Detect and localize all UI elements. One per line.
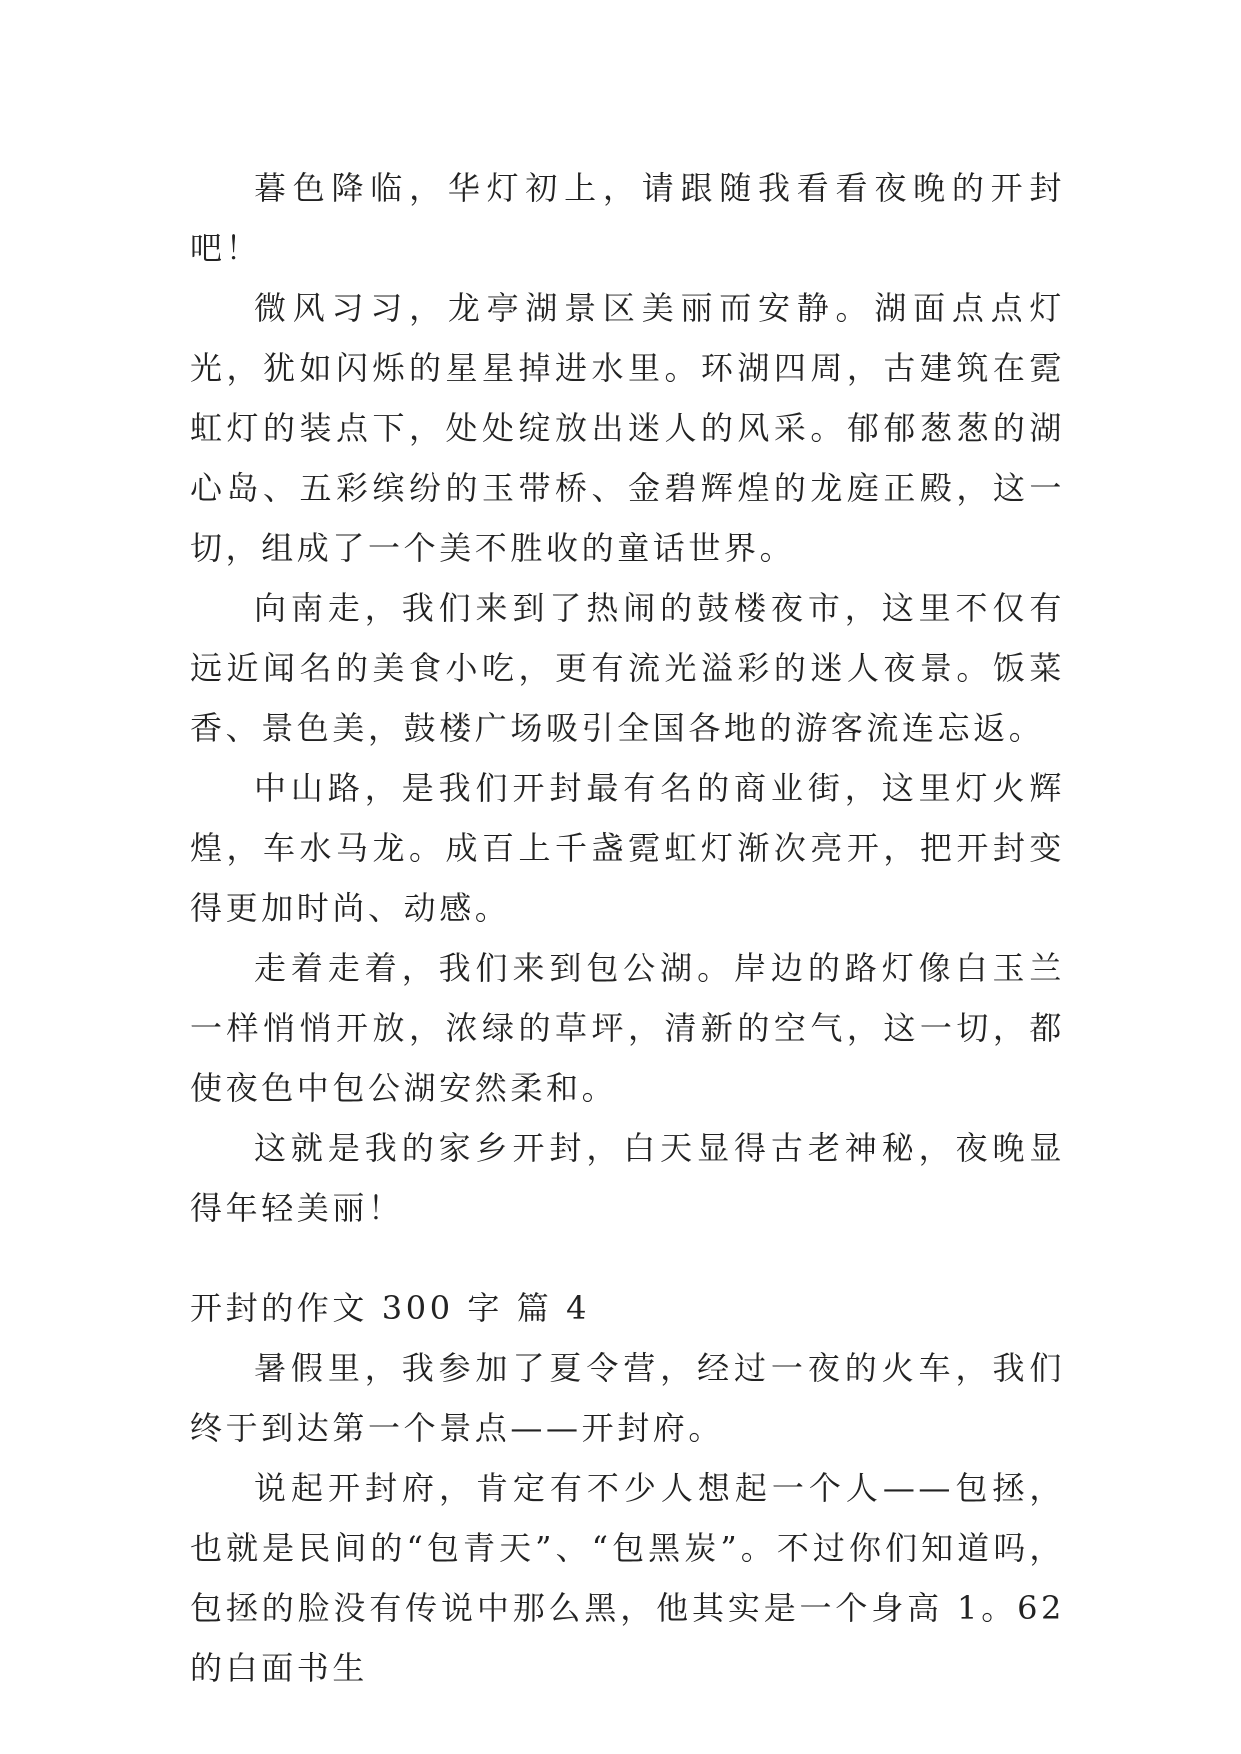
- document-body: [190, 158, 1065, 1698]
- paragraph: 说起开封府，肯定有不少人想起一个人——包拯，也就是民间的“包青天”、“包黑炭”。不过你们知道吗，包拯的脸没有传说中那么黑，他其实是一个身高 1。62 的白面书生: [190, 1469, 1065, 1687]
- paragraph: 这就是我的家乡开封，白天显得古老神秘，夜晚显得年轻美丽！: [190, 1129, 1065, 1227]
- paragraph: 走着走着，我们来到包公湖。岸边的路灯像白玉兰一样悄悄开放，浓绿的草坪，清新的空气，这一切，都使夜色中包公湖安然柔和。: [190, 949, 1065, 1107]
- paragraph: 向南走，我们来到了热闹的鼓楼夜市，这里不仅有远近闻名的美食小吃，更有流光溢彩的迷人夜景。饭菜香、景色美，鼓楼广场吸引全国各地的游客流连忘返。: [190, 589, 1065, 747]
- paragraph: 微风习习，龙亭湖景区美丽而安静。湖面点点灯光，犹如闪烁的星星掉进水里。环湖四周，古建筑在霓虹灯的装点下，处处绽放出迷人的风采。郁郁葱葱的湖心岛、五彩缤纷的玉带桥、金碧辉煌的龙庭正殿，这一切，组成了一个美不胜收的童话世界。: [190, 289, 1065, 567]
- paragraph: 中山路，是我们开封最有名的商业街，这里灯火辉煌，车水马龙。成百上千盏霓虹灯渐次亮开，把开封变得更加时尚、动感。: [190, 769, 1065, 927]
- paragraph: 暑假里，我参加了夏令营，经过一夜的火车，我们终于到达第一个景点——开封府。: [190, 1349, 1065, 1447]
- section-heading: 开封的作文 300 字 篇 4: [190, 1289, 591, 1327]
- paragraph: 暮色降临，华灯初上，请跟随我看看夜晚的开封吧！: [190, 169, 1065, 267]
